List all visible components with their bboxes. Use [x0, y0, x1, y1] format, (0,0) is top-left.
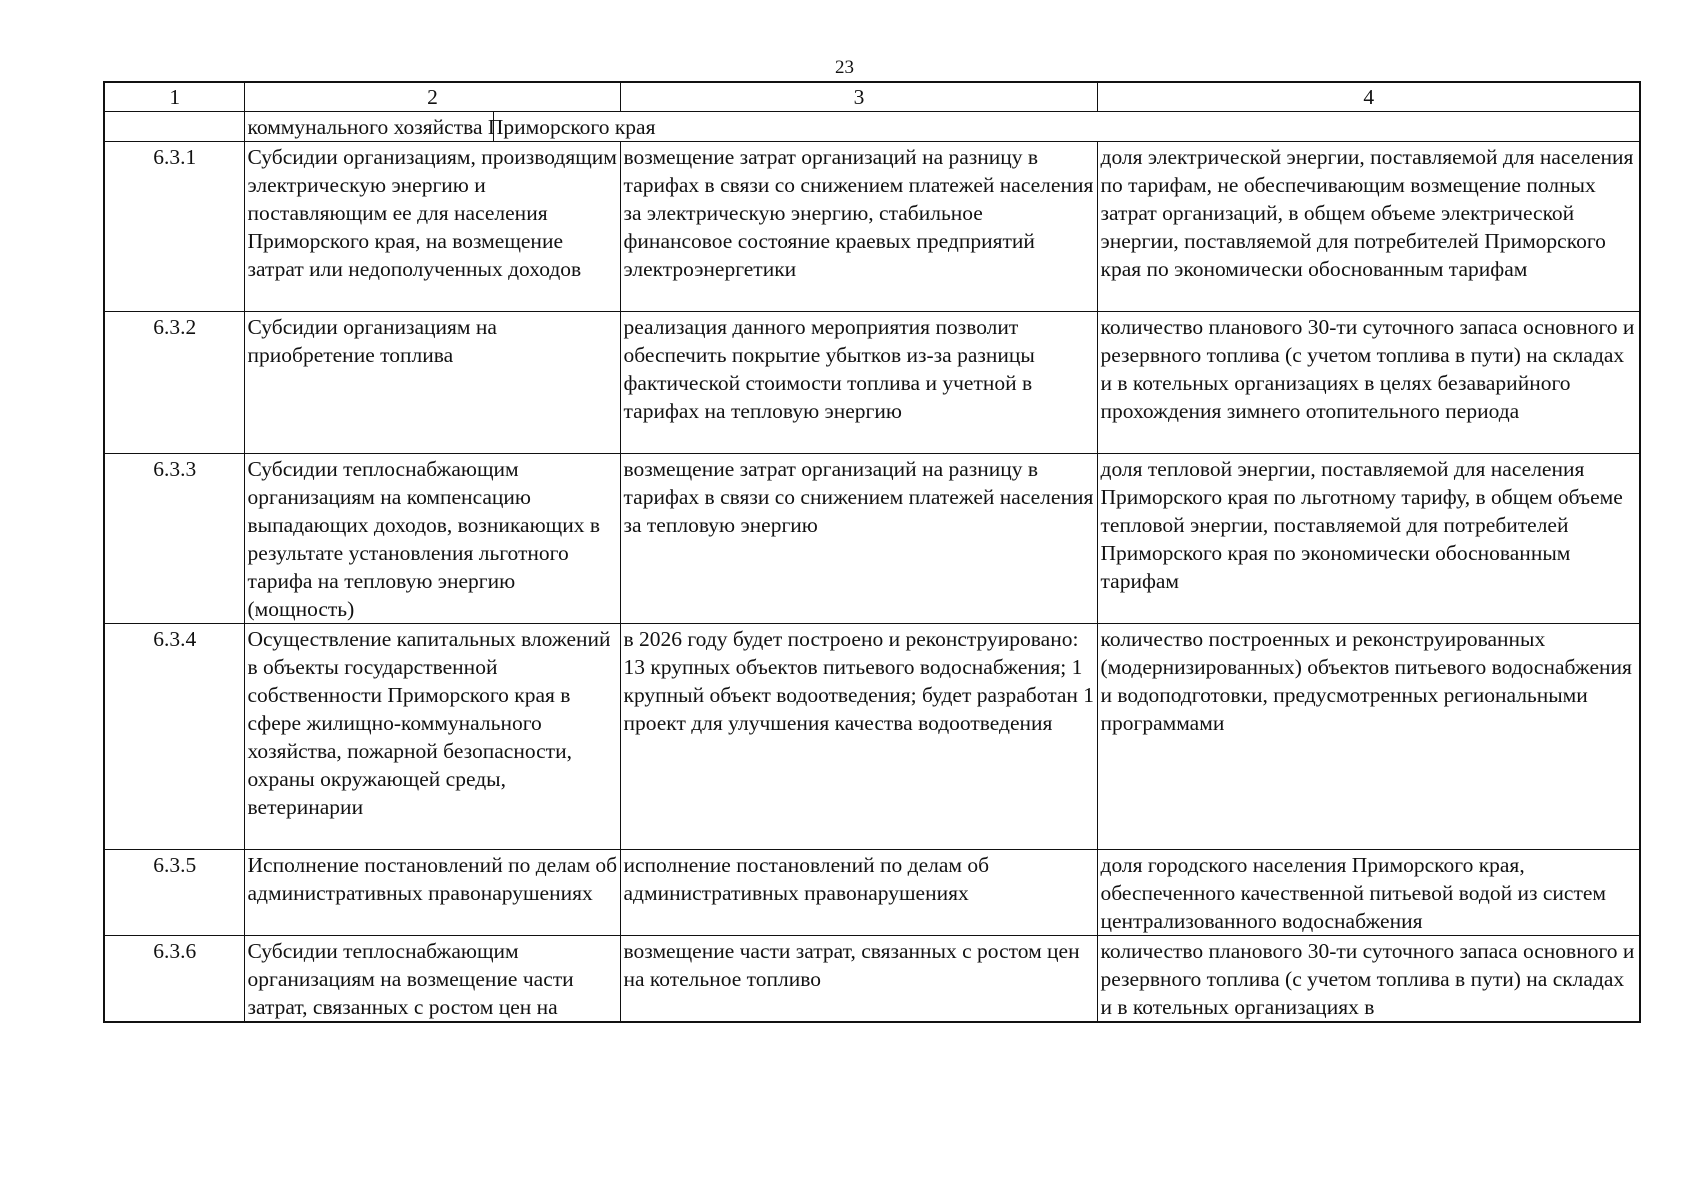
expected-result: исполнение постановлений по делам об административных правонарушениях [620, 850, 1097, 936]
indicator: количество планового 30-ти суточного запаса основного и резервного топлива (с учетом топлива в пути) на складах и в котельных организациях в [1097, 936, 1640, 1023]
indicator: количество планового 30-ти суточного запаса основного и резервного топлива (с учетом топлива в пути) на складах и в котельных организациях в целях безаварийного прохождения зимнего отопительного периода [1097, 312, 1640, 454]
row-number: 6.3.6 [104, 936, 244, 1023]
expected-result: в 2026 году будет построено и реконструировано: 13 крупных объектов питьевого водоснабжения; 1 крупный объект водоотведения; будет разработан 1 проект для улучшения качества водоотведения [620, 624, 1097, 850]
indicator: доля электрической энергии, поставляемой для населения по тарифам, не обеспечивающим возмещение полных затрат организаций, в общем объеме электрической энергии, поставляемой для потребителей Приморского края по экономически обоснованным тарифам [1097, 142, 1640, 312]
row-number: 6.3.3 [104, 454, 244, 624]
continuation-empty-cell [493, 112, 1640, 141]
row-number: 6.3.2 [104, 312, 244, 454]
continuation-text: коммунального хозяйства Приморского края [247, 115, 656, 139]
table-row [104, 454, 1640, 624]
table-row [104, 850, 1640, 936]
row-number: 6.3.4 [104, 624, 244, 850]
page-number: 23 [835, 57, 854, 78]
row-number: 6.3.5 [104, 850, 244, 936]
column-header-3: 3 [620, 82, 1097, 112]
indicator: доля городского населения Приморского края, обеспеченного качественной питьевой водой из систем централизованного водоснабжения [1097, 850, 1640, 936]
measure-name: Осуществление капитальных вложений в объекты государственной собственности Приморского края в сфере жилищно-коммунального хозяйства, пожарной безопасности, охраны окружающей среды, ветеринарии [244, 624, 620, 850]
expected-result: реализация данного мероприятия позволит обеспечить покрытие убытков из-за разницы фактической стоимости топлива и учетной в тарифах на тепловую энергию [620, 312, 1097, 454]
row-number: 6.3.1 [104, 142, 244, 312]
column-header-2: 2 [244, 82, 620, 112]
measure-name: Исполнение постановлений по делам об административных правонарушениях [244, 850, 620, 936]
measure-name: Субсидии организациям, производящим электрическую энергию и поставляющим ее для населения Приморского края, на возмещение затрат или недополученных доходов [244, 142, 620, 312]
measure-name: Субсидии теплоснабжающим организациям на возмещение части затрат, связанных с ростом цен на [244, 936, 620, 1023]
continuation-num-cell [104, 112, 244, 142]
expected-result: возмещение части затрат, связанных с ростом цен на котельное топливо [620, 936, 1097, 1023]
table-row [104, 312, 1640, 454]
table-row [104, 936, 1640, 1023]
column-header-1: 1 [104, 82, 244, 112]
continuation-cell [244, 112, 1640, 142]
measure-name: Субсидии теплоснабжающим организациям на компенсацию выпадающих доходов, возникающих в результате установления льготного тарифа на тепловую энергию (мощность) [244, 454, 620, 624]
indicator: количество построенных и реконструированных (модернизированных) объектов питьевого водоснабжения и водоподготовки, предусмотренных региональными программами [1097, 624, 1640, 850]
table-header-row [104, 82, 1640, 112]
measure-name: Субсидии организациям на приобретение топлива [244, 312, 620, 454]
measures-table [103, 81, 1641, 1023]
column-header-4: 4 [1097, 82, 1640, 112]
expected-result: возмещение затрат организаций на разницу в тарифах в связи со снижением платежей населения за электрическую энергию, стабильное финансовое состояние краевых предприятий электроэнергетики [620, 142, 1097, 312]
indicator: доля тепловой энергии, поставляемой для населения Приморского края по льготному тарифу, в общем объеме тепловой энергии, поставляемой для потребителей Приморского края по экономически обоснованным тарифам [1097, 454, 1640, 624]
table-row [104, 142, 1640, 312]
table-row [104, 624, 1640, 850]
continuation-row [104, 112, 1640, 142]
expected-result: возмещение затрат организаций на разницу в тарифах в связи со снижением платежей населения за тепловую энергию [620, 454, 1097, 624]
